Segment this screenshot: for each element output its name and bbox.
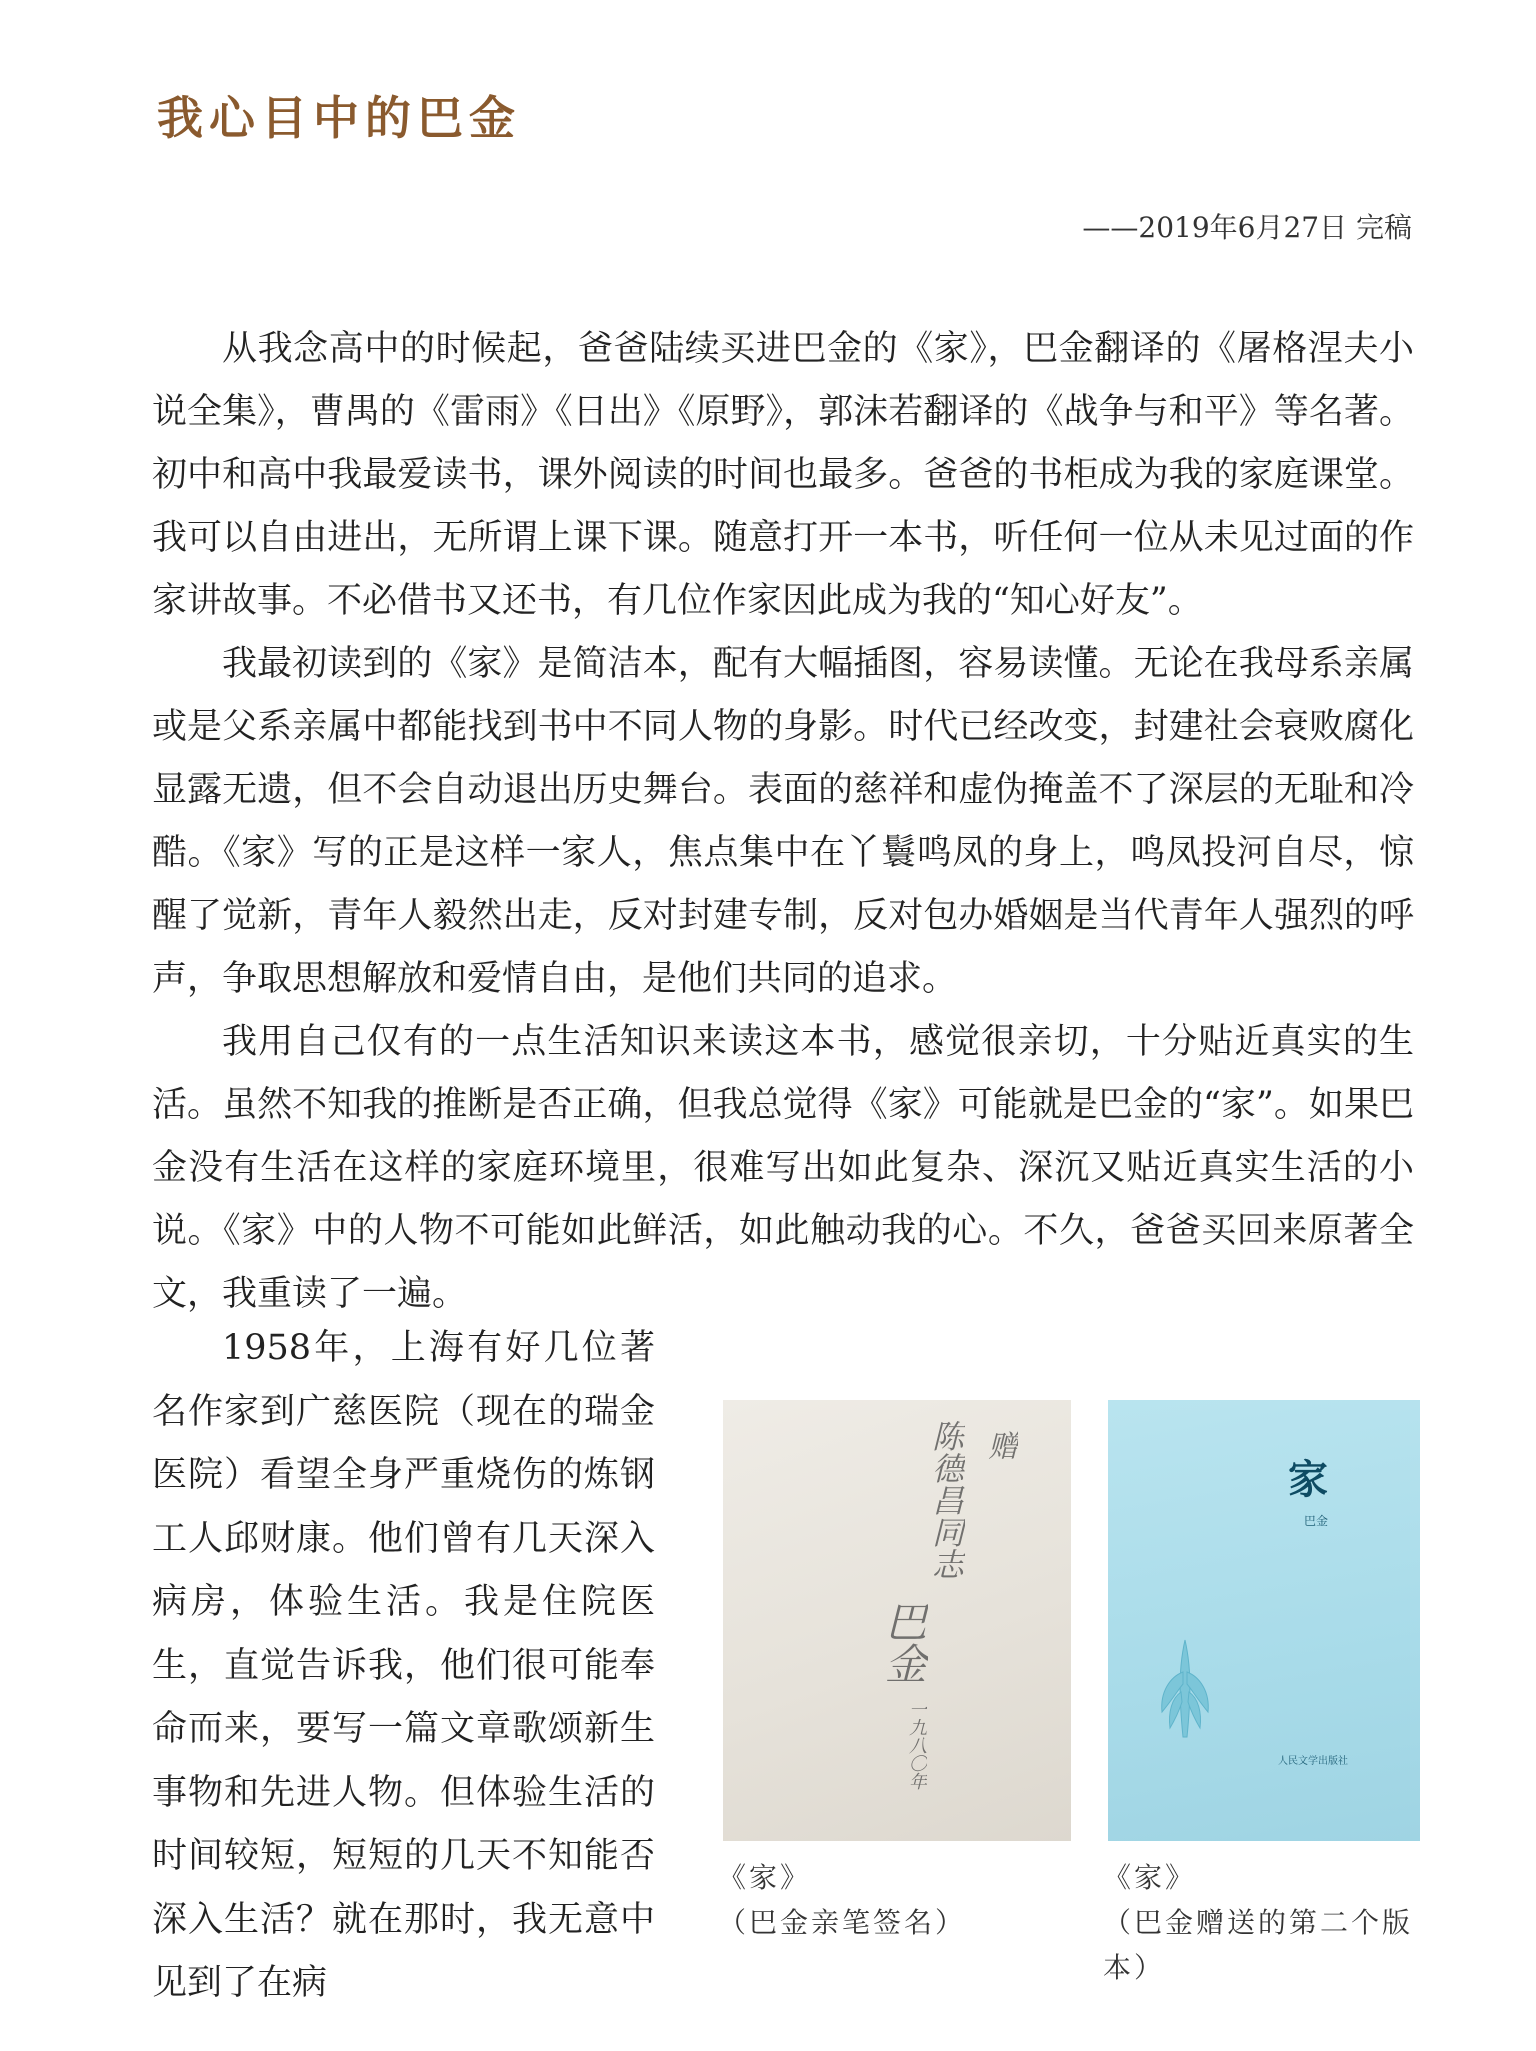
article-body-column bbox=[152, 1317, 655, 2016]
handwriting-recipient: 陈德昌同志 bbox=[927, 1420, 965, 1580]
figure-caption-1: 《家》 （巴金亲笔签名） bbox=[718, 1861, 967, 1939]
cover-title: 家 bbox=[1288, 1457, 1328, 1503]
paragraph-3: 我用自己仅有的一点生活知识来读这本书，感觉很亲切，十分贴近真实的生活。虽然不知我的推断是否正确，但我总觉得《家》可能就是巴金的“家”。如果巴金没有生活在这样的家庭环境里，很难写出如此复杂、深沉又贴近真实生活的小说。《家》中的人物不可能如此鲜活，如此触动我的心。不久，爸爸买回来原著全文，我重读了一遍。 bbox=[152, 1022, 1414, 1314]
signed-book-photo bbox=[723, 1400, 1071, 1841]
paragraph-4: 1958年，上海有好几位著名作家到广慈医院（现在的瑞金医院）看望全身严重烧伤的炼钢工人邱财康。他们曾有几天深入病房，体验生活。我是住院医生，直觉告诉我，他们很可能奉命而来，要写一篇文章歌颂新生事物和先进人物。但体验生活的时间较短，短短的几天不知能否深入生活？就在那时，我无意中见到了在病 bbox=[152, 1328, 655, 2003]
handwriting-gift: 赠 bbox=[982, 1430, 1017, 1460]
article-title: 我心目中的巴金 bbox=[157, 91, 521, 145]
paragraph-2: 我最初读到的《家》是简洁本，配有大幅插图，容易读懂。无论在我母系亲属或是父系亲属中都能找到书中不同人物的身影。时代已经改变，封建社会衰败腐化显露无遗，但不会自动退出历史舞台。表面的慈祥和虚伪掩盖不了深层的无耻和冷酷。《家》写的正是这样一家人，焦点集中在丫鬟鸣凤的身上，鸣凤投河自尽，惊醒了觉新，青年人毅然出走，反对封建专制，反对包办婚姻是当代青年人强烈的呼声，争取思想解放和爱情自由，是他们共同的追求。 bbox=[152, 644, 1414, 999]
book-cover-photo bbox=[1108, 1400, 1420, 1841]
completion-date: ——2019年6月27日 完稿 bbox=[1082, 211, 1412, 244]
figure-caption-2: 《家》 （巴金赠送的第二个版本） bbox=[1103, 1861, 1414, 1984]
paragraph-1: 从我念高中的时候起，爸爸陆续买进巴金的《家》，巴金翻译的《屠格涅夫小说全集》，曹禺的《雷雨》《日出》《原野》，郭沫若翻译的《战争与和平》等名著。初中和高中我最爱读书，课外阅读的时间也最多。爸爸的书柜成为我的家庭课堂。我可以自由进出，无所谓上课下课。随意打开一本书，听任何一位从未见过面的作家讲故事。不必借书又还书，有几位作家因此成为我的“知心好友”。 bbox=[152, 329, 1414, 621]
handwriting-date: 一九八〇年 bbox=[906, 1700, 927, 1790]
cover-publisher: 人民文学出版社 bbox=[1278, 1756, 1348, 1767]
handwriting-signature: 巴金 bbox=[879, 1600, 928, 1684]
cover-author: 巴金 bbox=[1304, 1514, 1329, 1528]
cover-emblem-icon bbox=[1150, 1632, 1220, 1742]
article-body bbox=[152, 318, 1414, 1326]
